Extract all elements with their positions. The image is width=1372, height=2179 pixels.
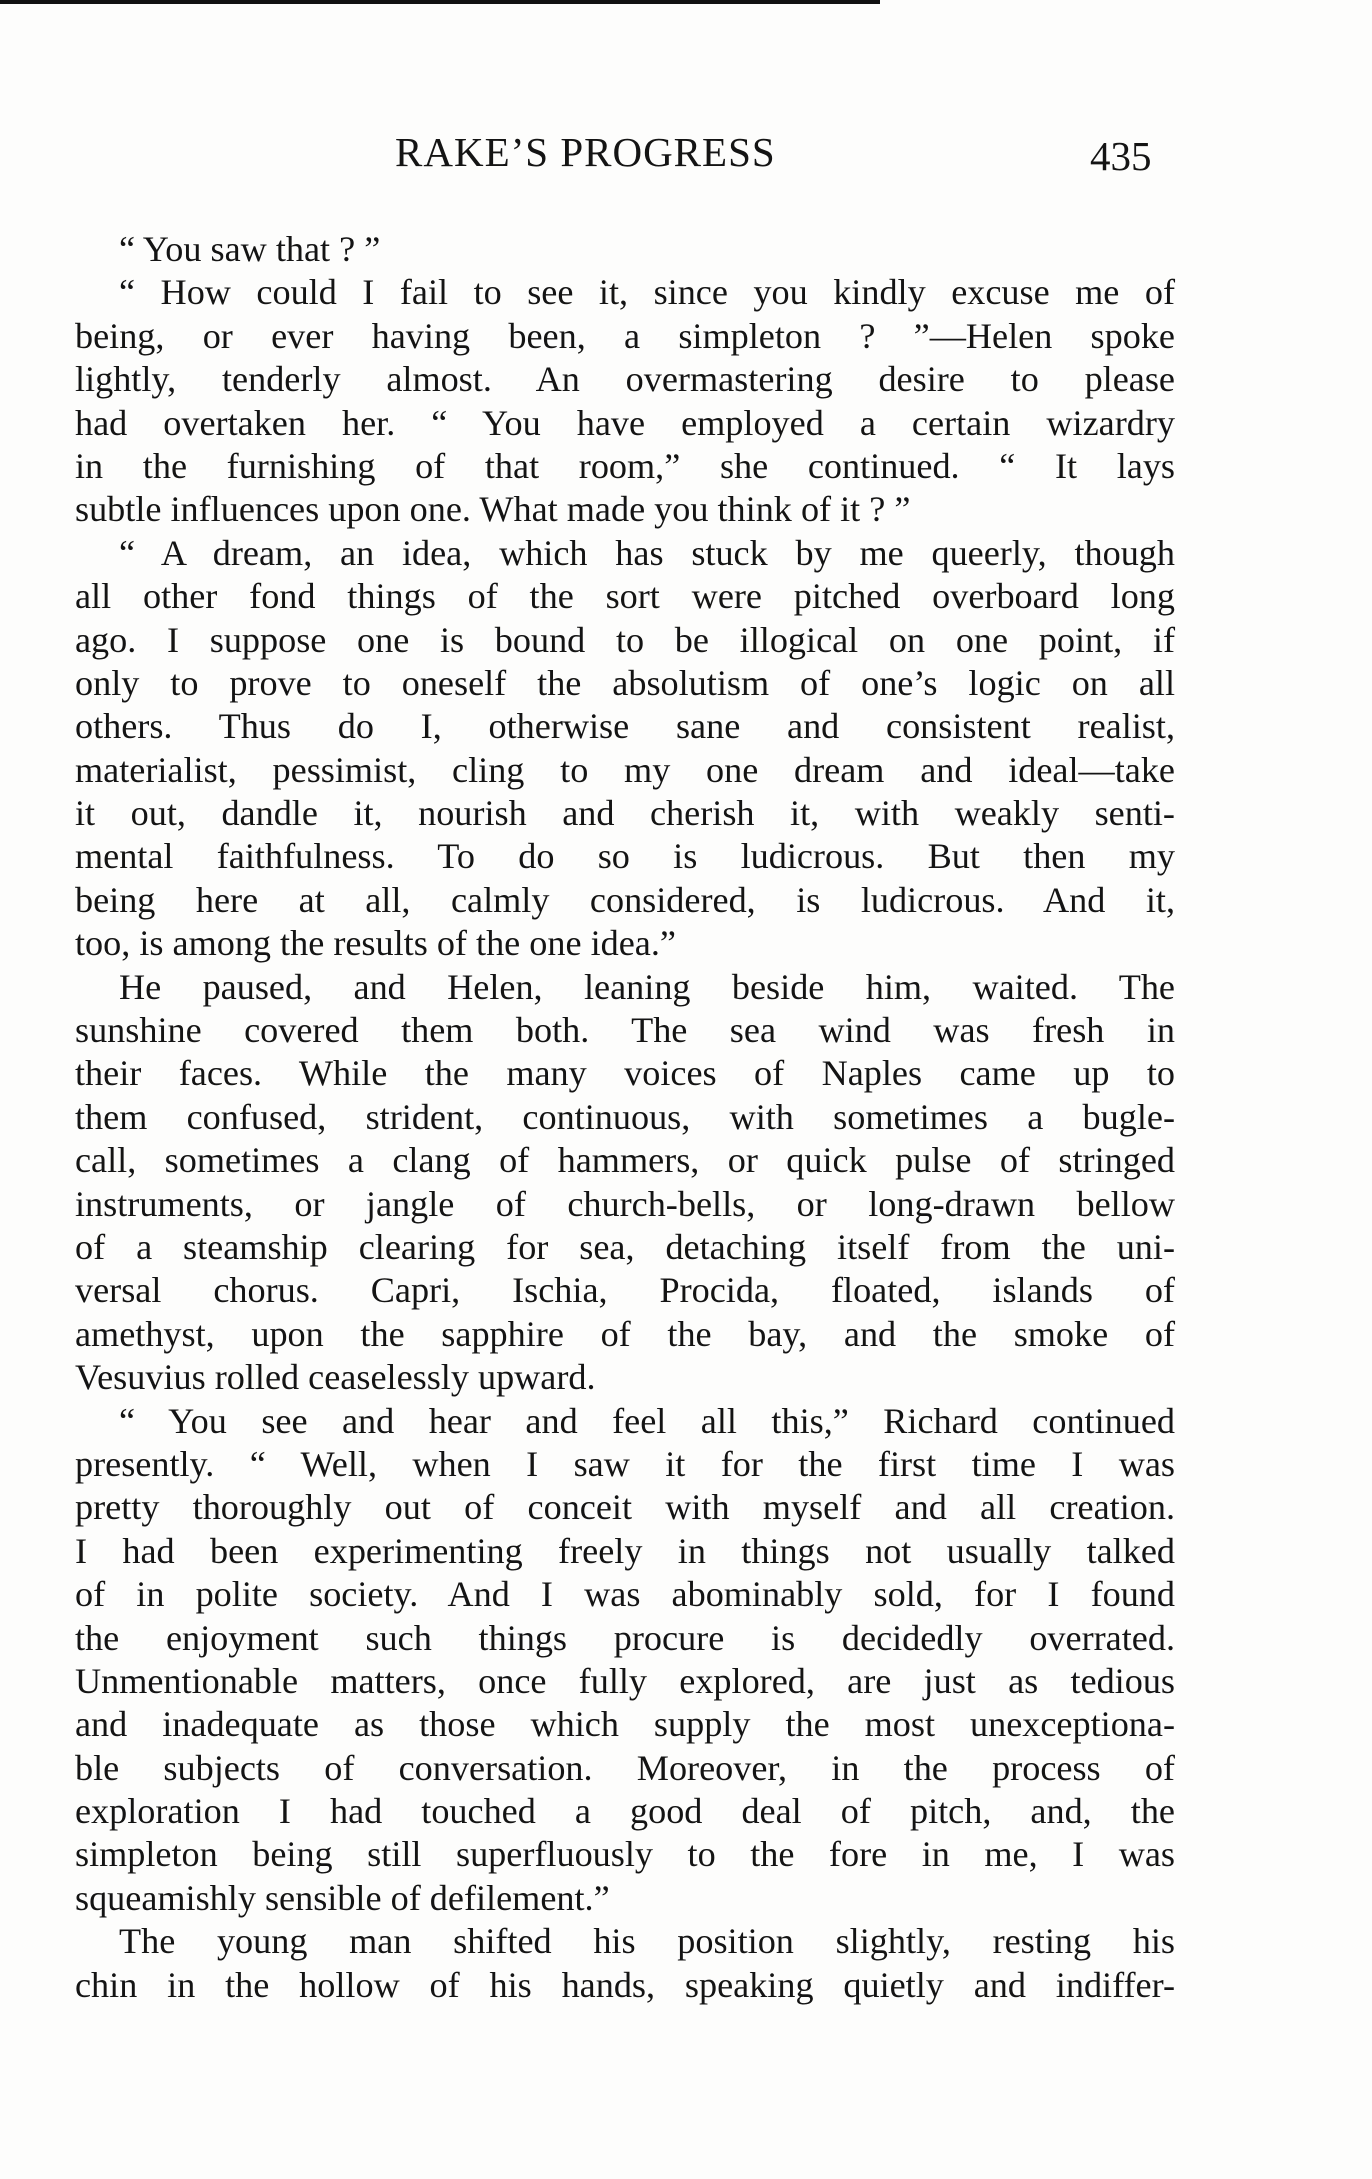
text-line: materialist, pessimist, cling to my one dream and ideal—take [75, 749, 1175, 790]
text-line: being here at all, calmly considered, is ludicrous. And it, [75, 879, 1175, 920]
text-line: of a steamship clearing for sea, detaching itself from the uni- [75, 1226, 1175, 1267]
text-line: all other fond things of the sort were pitched overboard long [75, 576, 1175, 617]
text-line: Vesuvius rolled ceaselessly upward. [75, 1357, 596, 1398]
top-edge-rule [0, 0, 880, 4]
text-line: lightly, tenderly almost. An overmastering desire to please [75, 359, 1175, 400]
text-line: amethyst, upon the sapphire of the bay, and the smoke of [75, 1313, 1175, 1354]
page-number: 435 [1090, 133, 1152, 179]
running-title: RAKE’S PROGRESS [395, 129, 776, 175]
text-line: simpleton being still superfluously to the fore in me, I was [75, 1834, 1175, 1875]
text-line: of in polite society. And I was abominably sold, for I found [75, 1574, 1175, 1615]
text-line: their faces. While the many voices of Naples came up to [75, 1053, 1175, 1094]
text-line: squeamishly sensible of defilement.” [75, 1877, 610, 1918]
text-line: Unmentionable matters, once fully explored, are just as tedious [75, 1660, 1175, 1701]
text-line: ago. I suppose one is bound to be illogical on one point, if [75, 619, 1175, 660]
text-line: had overtaken her. “ You have employed a certain wizardry [75, 402, 1175, 443]
text-line: the enjoyment such things procure is decidedly overrated. [75, 1617, 1175, 1658]
text-line: “ You see and hear and feel all this,” Richard continued [119, 1400, 1175, 1441]
text-line: pretty thoroughly out of conceit with myself and all creation. [75, 1487, 1175, 1528]
text-line: call, sometimes a clang of hammers, or quick pulse of stringed [75, 1140, 1175, 1181]
text-line: exploration I had touched a good deal of pitch, and, the [75, 1791, 1175, 1832]
text-line: He paused, and Helen, leaning beside him, waited. The [119, 966, 1175, 1007]
text-line: and inadequate as those which supply the most unexceptiona- [75, 1704, 1175, 1745]
text-line: presently. “ Well, when I saw it for the first time I was [75, 1443, 1175, 1484]
text-line: too, is among the results of the one idea.” [75, 923, 676, 964]
text-line: it out, dandle it, nourish and cherish it, with weakly senti- [75, 793, 1175, 834]
text-line: them confused, strident, continuous, with sometimes a bugle- [75, 1096, 1175, 1137]
text-line: I had been experimenting freely in things not usually talked [75, 1530, 1175, 1571]
text-line: subtle influences upon one. What made you think of it ? ” [75, 489, 911, 530]
text-line: sunshine covered them both. The sea wind was fresh in [75, 1010, 1175, 1051]
text-line: mental faithfulness. To do so is ludicrous. But then my [75, 836, 1175, 877]
text-line: “ A dream, an idea, which has stuck by me queerly, though [119, 532, 1175, 573]
text-line: The young man shifted his position slightly, resting his [119, 1921, 1175, 1962]
text-line: ble subjects of conversation. Moreover, in the process of [75, 1747, 1175, 1788]
text-line: “ How could I fail to see it, since you kindly excuse me of [119, 272, 1175, 313]
text-line: only to prove to oneself the absolutism of one’s logic on all [75, 662, 1175, 703]
body-text [75, 228, 1175, 2007]
text-line: instruments, or jangle of church-bells, or long-drawn bellow [75, 1183, 1175, 1224]
text-line: in the furnishing of that room,” she continued. “ It lays [75, 445, 1175, 486]
text-line: versal chorus. Capri, Ischia, Procida, floated, islands of [75, 1270, 1175, 1311]
text-line: being, or ever having been, a simpleton ? ”—Helen spoke [75, 315, 1175, 356]
text-line: chin in the hollow of his hands, speaking quietly and indiffer- [75, 1964, 1175, 2005]
text-line: “ You saw that ? ” [119, 229, 381, 269]
text-line: others. Thus do I, otherwise sane and consistent realist, [75, 706, 1175, 747]
